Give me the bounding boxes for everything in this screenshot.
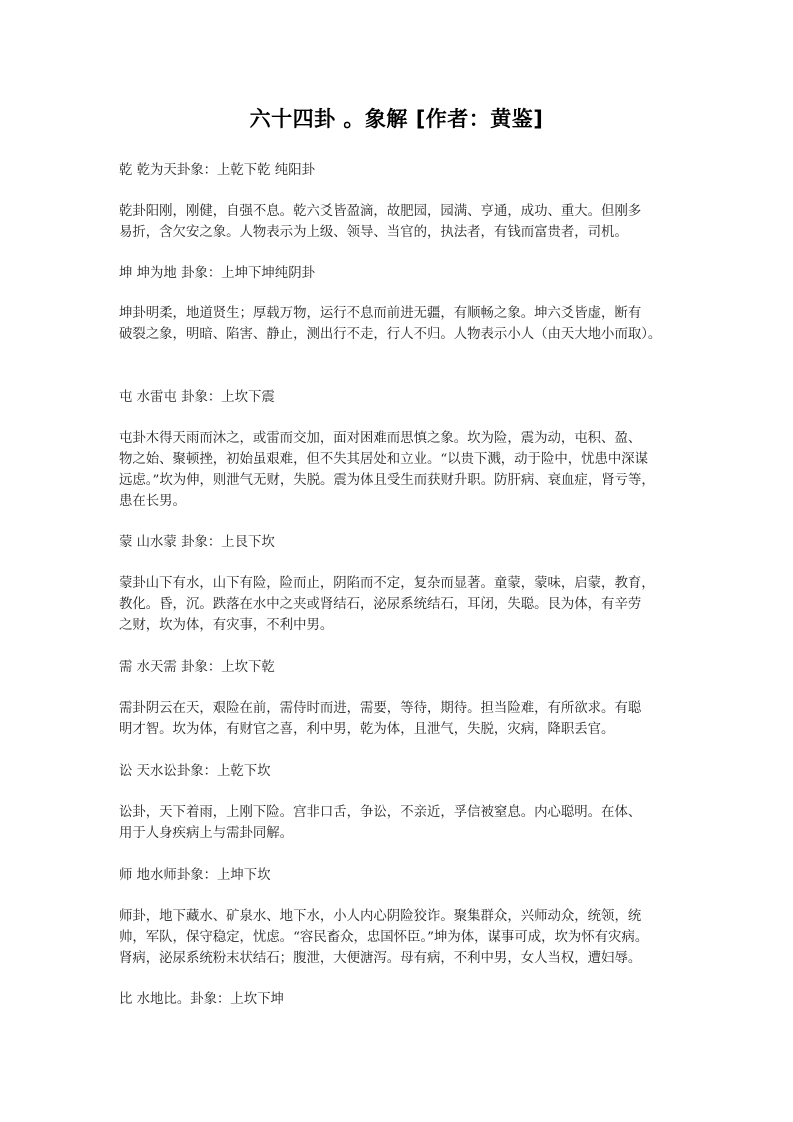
section-text-line: 坤卦明柔，地道贤生；厚载万物，运行不息而前进无疆，有顺畅之象。坤六爻皆虚，断有: [119, 306, 642, 321]
document-title: 六十四卦 。象解 [作者：黄鉴]: [249, 107, 544, 131]
section-heading-qian: 乾 乾为天卦象：上乾下乾 纯阳卦: [119, 163, 315, 178]
section-text-line: 易折，含欠安之象。人物表示为上级、领导、当官的，执法者，有钱而富贵者，司机。: [119, 225, 628, 240]
section-text-line: 蒙卦山下有水，山下有险，险而止，阴陷而不定，复杂而显著。童蒙，蒙味，启蒙，教育，: [119, 576, 655, 591]
section-text-line: 用于人身疾病上与需卦同解。: [119, 826, 294, 841]
section-text-line: 屯卦木得天雨而沐之，或雷而交加，面对困难而思慎之象。坎为险，震为动，屯积、盈、: [119, 431, 642, 446]
section-text-line: 需卦阴云在天，艰险在前，需侍时而进，需要，等待，期待。担当险难，有所欲求。有聪: [119, 701, 642, 716]
section-text-line: 帅，军队，保守稳定，忧虑。“容民畜众，忠国怀臣。”坤为体，谋事可成，坎为怀有灾病。: [119, 930, 649, 945]
section-heading-xu: 需 水天需 卦象：上坎下乾: [119, 660, 275, 675]
section-text-line: 之财，坎为体，有灾事，不利中男。: [119, 618, 334, 633]
section-text-line: 师卦，地下藏水、矿泉水、地下水，小人内心阴险狡诈。聚集群众，兴师动众，统领，统: [119, 909, 642, 924]
section-text-line: 肾病，泌尿系统粉末状结石；腹泄，大便溏泻。母有病，不利中男，女人当权，遭妇辱。: [119, 951, 642, 966]
section-text-line: 远虑。”坎为伸，则泄气无财，失脱。震为体且受生而获财升职。防肝病、衰血症，肾亏等，: [119, 473, 655, 488]
section-text-line: 患在长男。: [119, 494, 186, 509]
section-text-line: 讼卦，天下着雨，上刚下险。宫非口舌，争讼，不亲近，孚信被窒息。内心聪明。在体、: [119, 805, 642, 820]
section-text-line: 明才智。坎为体，有财官之喜，利中男，乾为体，且泄气，失脱，灾病，降职丢官。: [119, 722, 615, 737]
section-text-line: 乾卦阳刚，刚健，自强不息。乾六爻皆盈滴，故肥园，园满、亨通，成功、重大。但刚多: [119, 204, 642, 219]
section-text-line: 教化。昏，沉。跌落在水中之夹或肾结石，泌尿系统结石，耳闭，失聪。艮为体，有辛劳: [119, 597, 642, 612]
section-heading-bi: 比 水地比。卦象：上坎下坤: [119, 992, 284, 1007]
section-text-line: 破裂之象，明暗、陷害、静止，测出行不走，行人不归。人物表示小人（由天大地小而取）。: [119, 327, 662, 342]
section-heading-song: 讼 天水讼卦象：上乾下坎: [119, 764, 271, 779]
section-heading-zhun: 屯 水雷屯 卦象：上坎下震: [119, 390, 275, 405]
section-text-line: 物之始、聚顿挫，初始虽艰难，但不失其居处和立业。“以贵下溅，动于险中，忧患中深谋: [119, 452, 649, 467]
section-heading-shi: 师 地水师卦象：上坤下坎: [119, 868, 271, 883]
section-heading-kun: 坤 坤为地 卦象：上坤下坤纯阴卦: [119, 266, 315, 281]
section-heading-meng: 蒙 山水蒙 卦象：上艮下坎: [119, 535, 275, 550]
